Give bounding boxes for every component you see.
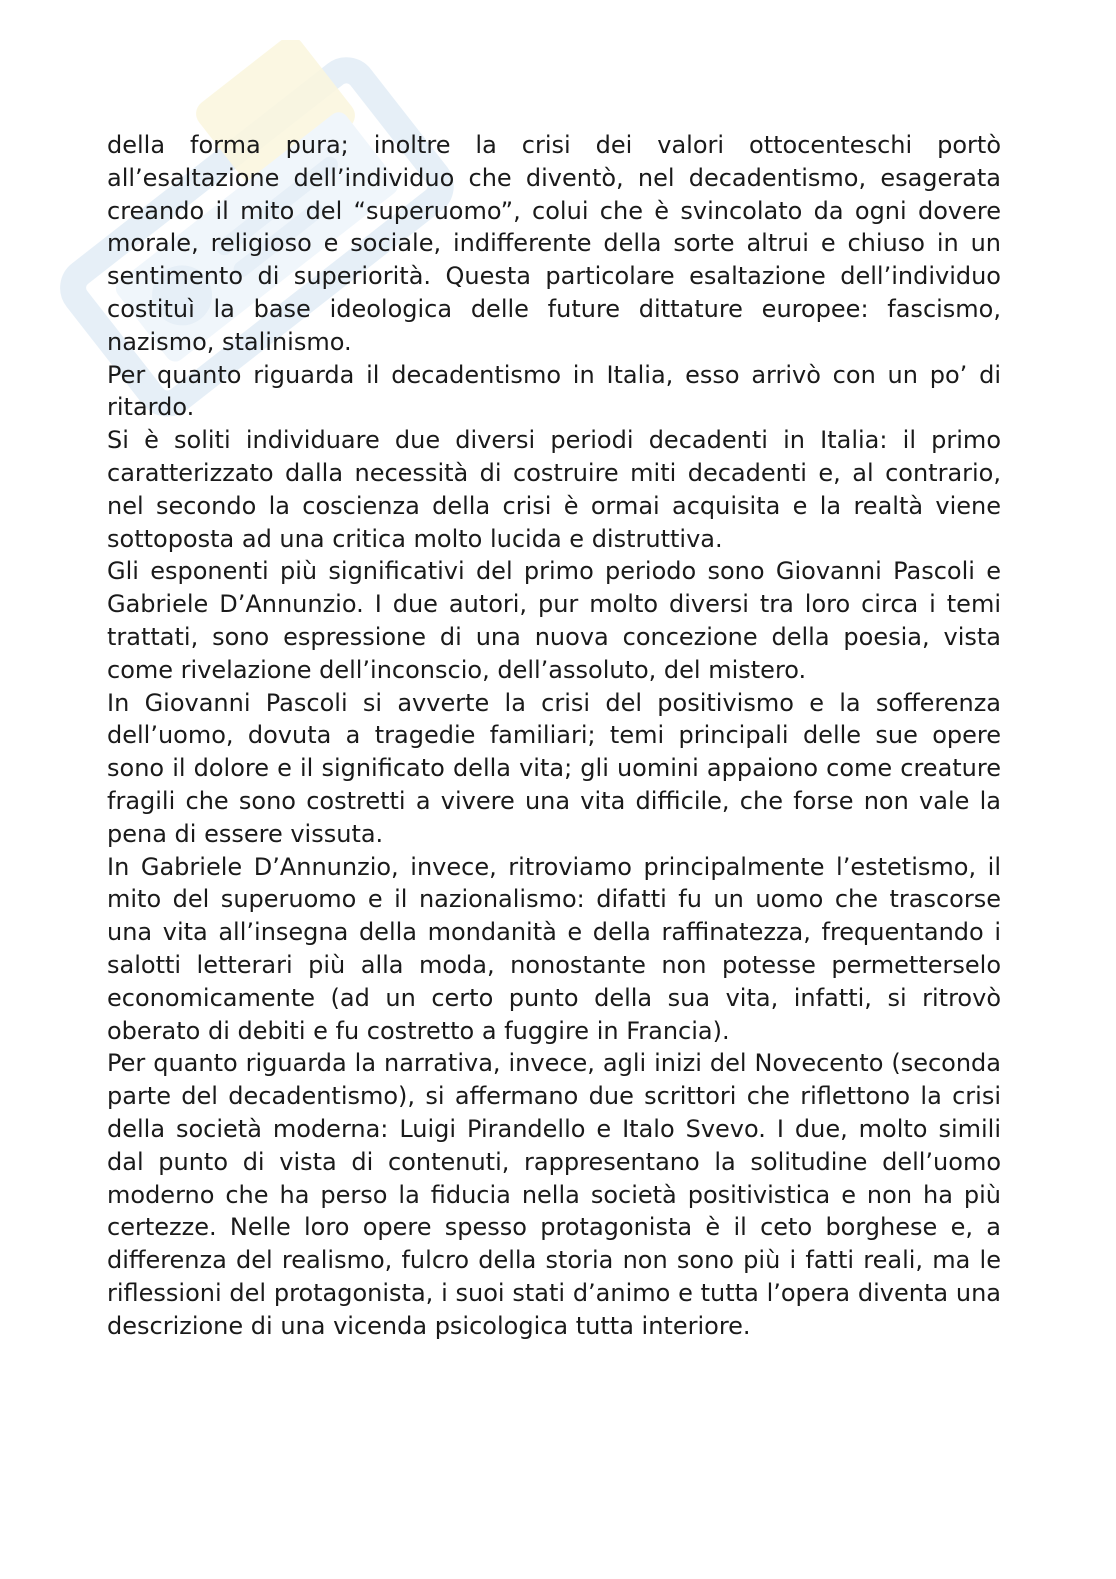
- paragraph-decadentismo-italia: Per quanto riguarda il decadentismo in Italia, esso arrivò con un po’ di ritardo.: [107, 360, 1001, 422]
- paragraph-esponenti: Gli esponenti più significativi del primo periodo sono Giovanni Pascoli e Gabriele D’Annunzio. I due autori, pur molto diversi tra loro circa i temi trattati, sono espressione di una nuova concezione della poesia, vista come rivelazione dell’inconscio, dell’assoluto, del mistero.: [107, 557, 1001, 684]
- paragraph-pascoli: In Giovanni Pascoli si avverte la crisi del positivismo e la sofferenza dell’uomo, dovuta a tragedie familiari; temi principali delle sue opere sono il dolore e il significato della vita; gli uomini appaiono come creature fragili che sono costretti a vivere una vita difficile, che forse non vale la pena di essere vissuta.: [107, 688, 1001, 848]
- paragraph-dannunzio: In Gabriele D’Annunzio, invece, ritroviamo principalmente l’estetismo, il mito del superuomo e il nazionalismo: difatti fu un uomo che trascorse una vita all’insegna della mondanità e della raffinatezza, frequentando i salotti letterari più alla moda, nonostante non potesse permetterselo economicamente (ad un certo punto della sua vita, infatti, si ritrovò oberato di debiti e fu costretto a fuggire in Francia).: [107, 852, 1001, 1045]
- document-page: [107, 129, 1001, 1342]
- paragraph-narrativa: Per quanto riguarda la narrativa, invece, agli inizi del Novecento (seconda parte del decadentismo), si affermano due scrittori che riflettono la crisi della società moderna: Luigi Pirandello e Italo Svevo. I due, molto simili dal punto di vista di contenuti, rappresentano la solitudine dell’uomo moderno che ha perso la fiducia nella società positivistica e non ha più certezze. Nelle loro opere spesso protagonista è il ceto borghese e, a differenza del realismo, fulcro della storia non sono più i fatti reali, ma le riflessioni del protagonista, i suoi stati d’animo e tutta l’opera diventa una descrizione di una vicenda psicologica tutta interiore.: [107, 1049, 1001, 1340]
- paragraph-superuomo: della forma pura; inoltre la crisi dei valori ottocenteschi portò all’esaltazione dell’individuo che diventò, nel decadentismo, esagerata creando il mito del “superuomo”, colui che è svincolato da ogni dovere morale, religioso e sociale, indifferente della sorte altrui e chiuso in un sentimento di superiorità. Questa particolare esaltazione dell’individuo costituì la base ideologica delle future dittature europee: fascismo, nazismo, stalinismo.: [107, 131, 1001, 356]
- paragraph-periodi-decadenti: Si è soliti individuare due diversi periodi decadenti in Italia: il primo caratterizzato dalla necessità di costruire miti decadenti e, al contrario, nel secondo la coscienza della crisi è ormai acquisita e la realtà viene sottoposta ad una critica molto lucida e distruttiva.: [107, 426, 1001, 553]
